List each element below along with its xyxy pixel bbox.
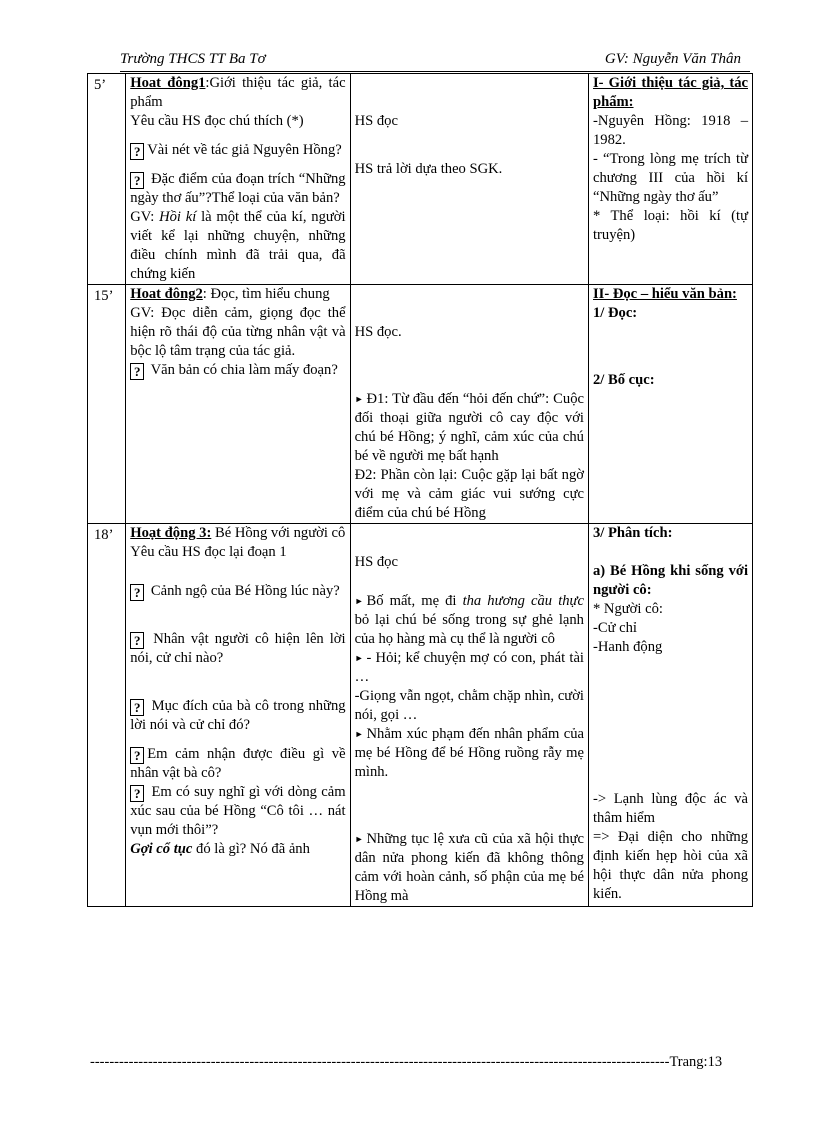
activity-title: Hoat đông1 — [130, 75, 206, 91]
lesson-table — [87, 73, 753, 907]
school-name: Trường THCS TT Ba Tơ — [120, 51, 266, 67]
time-cell: 15’ — [88, 285, 126, 524]
footer-dashes: ------------------------------------------------------------------------------------------------------------------------ — [90, 1054, 670, 1070]
activity-title: Hoat đông2 — [130, 286, 203, 302]
question-icon: ? — [130, 172, 144, 189]
page-header — [120, 51, 741, 71]
time-cell: 5’ — [88, 74, 126, 285]
student-activity-cell: HS đọc ► Bố mất, mẹ đi tha hương cầu thực bỏ lại chú bé sống trong sự ghẻ lạnh của họ hàng mà cụ thể là người cô ► - Hỏi; kể chuyện mợ có con, phát tài … -Giọng vẫn ngọt, chằm chặp nhìn, cười nói, gọi … ► Nhằm xúc phạm đến nhân phẩm của mẹ bé Hồng để bé Hồng ruồng rẫy mẹ mình. ► Những tục lệ xưa cũ của xã hội thực dân nửa phong kiến đã không thông cảm với hoàn cảnh, số phận của mẹ bé Hồng mà — [350, 524, 588, 907]
teacher-activity-cell: Hoat đông2: Đọc, tìm hiểu chung GV: Đọc diễn cảm, giọng đọc thể hiện rõ thái độ của từng nhân vật và bộc lộ tâm trạng của tác giả. ? Văn bản có chia làm mấy đoạn? — [126, 285, 350, 524]
question-icon: ? — [130, 785, 144, 802]
table-row — [88, 74, 753, 285]
question-icon: ? — [130, 699, 144, 716]
student-activity-cell: HS đọc HS trả lời dựa theo SGK. — [350, 74, 588, 285]
arrow-right-icon: ► — [354, 394, 364, 404]
teacher-name: GV: Nguyễn Văn Thân — [604, 51, 741, 67]
content-cell: 3/ Phân tích: a) Bé Hồng khi sống với người cô: * Người cô: -Cử chỉ -Hanh động -> Lạnh lùng độc ác và thâm hiểm => Đại diện cho những định kiến hẹp hòi của xã hội thực dân nửa phong kiến. — [588, 524, 752, 907]
time-cell: 18’ — [88, 524, 126, 907]
question-icon: ? — [130, 143, 144, 160]
section-title: I- Giới thiệu tác giả, tác phẩm: — [592, 75, 748, 110]
section-title: II- Đọc – hiểu văn bản: — [592, 286, 737, 302]
header-divider — [120, 71, 750, 72]
table-row — [88, 524, 753, 907]
table-row — [88, 285, 753, 524]
activity-title: Hoạt động 3: — [130, 525, 212, 541]
page-footer — [90, 1054, 750, 1071]
student-activity-cell: HS đọc. ► Đ1: Từ đầu đến “hỏi đến chứ”: Cuộc đối thoại giữa người cô cay độc với chú bé Hồng; ý nghĩ, cảm xúc của chú bé về người mẹ bất hạnh Đ2: Phần còn lại: Cuộc gặp lại bất ngờ với mẹ và cảm giác vui sướng cực điểm của chú bé Hồng — [350, 285, 588, 524]
content-cell: I- Giới thiệu tác giả, tác phẩm: -Nguyên Hồng: 1918 –1982. - “Trong lòng mẹ trích từ chương III của hồi kí “Những ngày thơ ấu” * Thể loại: hồi kí (tự truyện) — [588, 74, 752, 285]
page-number: Trang:13 — [669, 1054, 723, 1070]
question-icon: ? — [130, 747, 144, 764]
question-icon: ? — [130, 632, 144, 649]
content-cell: II- Đọc – hiểu văn bản: 1/ Đọc: 2/ Bố cục: — [588, 285, 752, 524]
arrow-right-icon: ► — [354, 596, 364, 606]
arrow-right-icon: ► — [354, 834, 364, 844]
teacher-activity-cell: Hoat đông1:Giới thiệu tác giả, tác phẩm Yêu cầu HS đọc chú thích (*) ? Vài nét về tác giả Nguyên Hồng? ? Đặc điểm của đoạn trích “Những ngày thơ ấu”?Thể loại của văn bản? GV: Hồi kí là một thể của kí, người viết kể lại những chuyện, những điều chính mình đã trải qua, đã chứng kiến — [126, 74, 350, 285]
arrow-right-icon: ► — [354, 729, 364, 739]
teacher-activity-cell: Hoạt động 3: Bé Hồng với người cô Yêu cầu HS đọc lại đoạn 1 ? Cảnh ngộ của Bé Hồng lúc này? ? Nhân vật người cô hiện lên lời nói, cử chỉ nào? ? Mục đích của bà cô trong những lời nói và cử chỉ đó? ? Em cảm nhận được điều gì về nhân vật bà cô? ? Em có suy nghĩ gì với dòng cảm xúc sau của bé Hồng “Cô tôi … nát vụn mới thôi”? Gợi cổ tục đó là gì? Nó đã ảnh — [126, 524, 350, 907]
arrow-right-icon: ► — [354, 653, 364, 663]
question-icon: ? — [130, 363, 144, 380]
question-icon: ? — [130, 584, 144, 601]
